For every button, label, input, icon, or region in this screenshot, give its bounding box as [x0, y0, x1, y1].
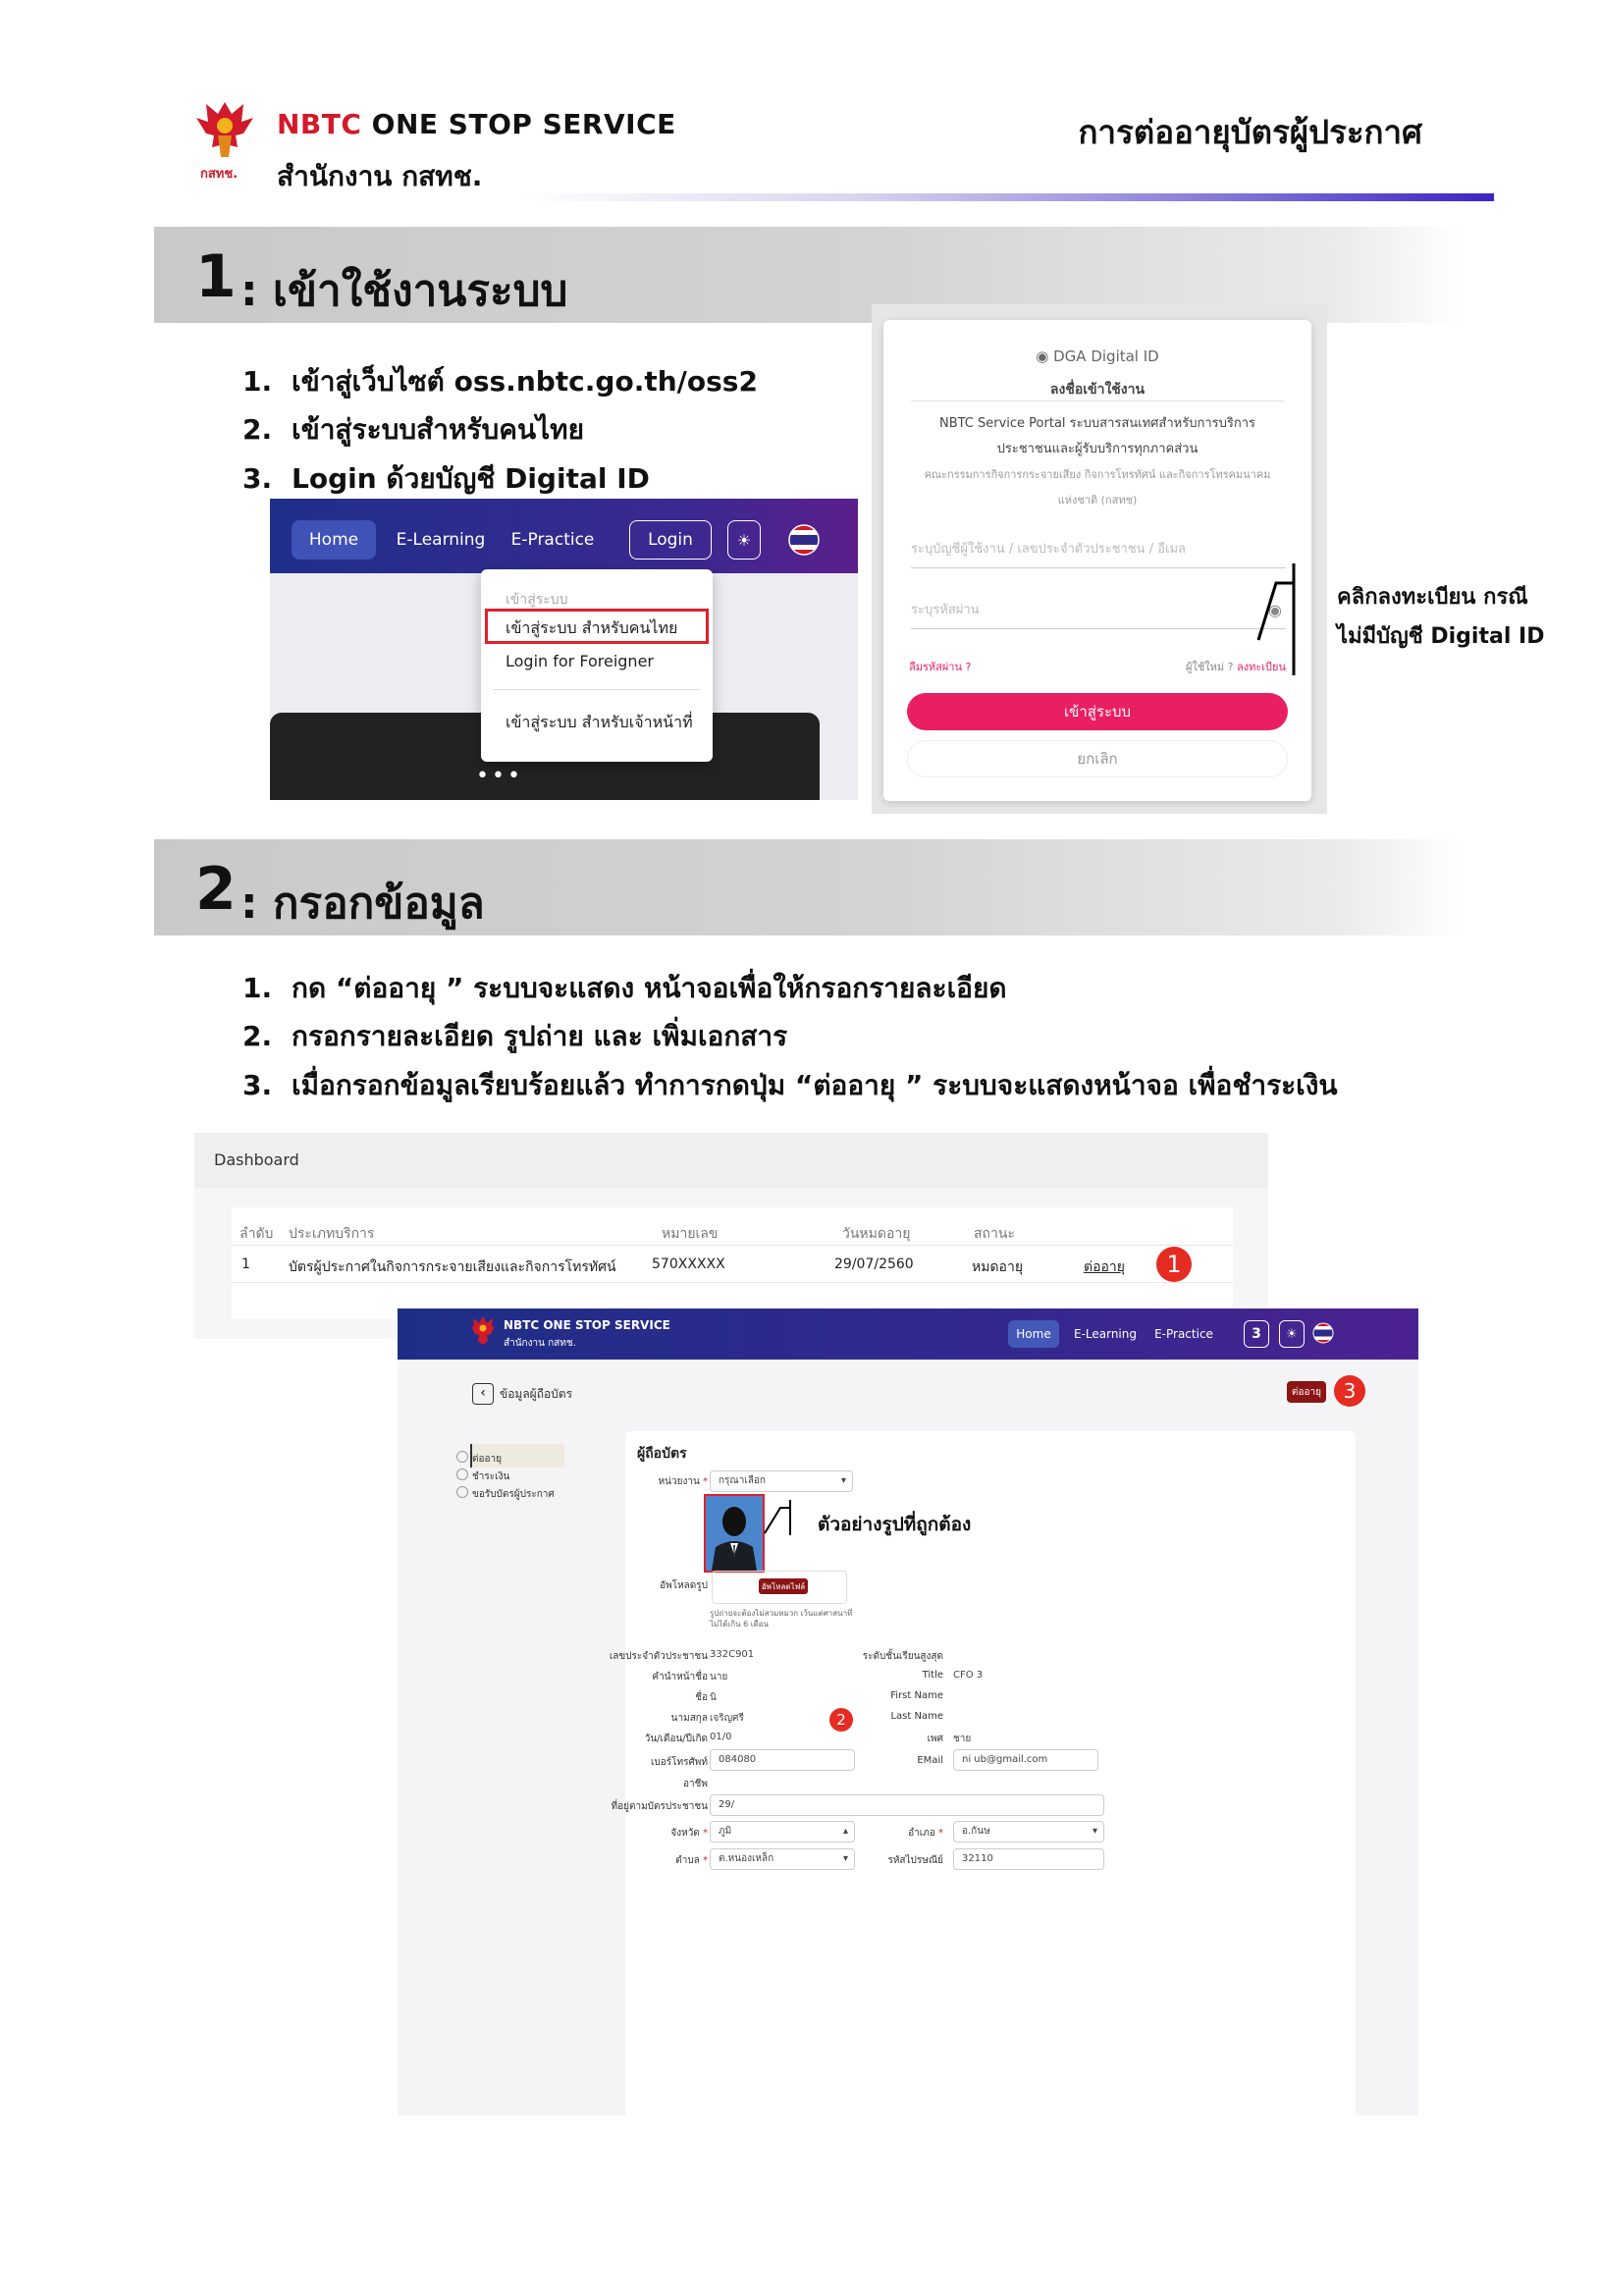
photo-annotation: ตัวอย่างรูปที่ถูกต้อง	[818, 1514, 972, 1535]
table-row-divider	[232, 1282, 1233, 1283]
chevron-up-icon: ▴	[842, 1826, 848, 1837]
office-name: สำนักงาน กสทช.	[277, 160, 483, 192]
login-screenshot	[872, 304, 1327, 814]
thai-flag-icon[interactable]	[788, 524, 820, 556]
field-label-first-name-en: First Name	[890, 1690, 943, 1701]
login-cancel-button[interactable]: ยกเลิก	[907, 740, 1288, 777]
field-label-phone: เบอร์โทรศัพท์	[650, 1757, 708, 1768]
dropdown-item-thai[interactable]: เข้าสู่ระบบ สำหรับคนไทย	[506, 618, 678, 637]
section-1-title: : เข้าใช้งานระบบ	[240, 266, 568, 316]
username-input[interactable]: ระบุบัญชีผู้ใช้งาน / เลขประจำตัวประชาชน / อีเมล	[911, 538, 1286, 568]
form-screenshot	[398, 1308, 1418, 2115]
section-1-number: 1	[195, 242, 237, 311]
login-heading: ลงชื่อเข้าใช้งาน	[1049, 382, 1146, 398]
header-gradient-line	[520, 193, 1494, 201]
step-number: 2.	[242, 1020, 273, 1052]
dashboard-title: Dashboard	[214, 1150, 299, 1169]
login-desc-3: คณะกรรมการกิจการกระจายเสียง กิจการโทรทัศน์ และกิจการโทรคมนาคม	[924, 468, 1271, 481]
field-label-gender: เพศ	[927, 1734, 943, 1744]
brand-title	[277, 108, 676, 140]
field-label-prefix: คำนำหน้าชื่อ	[652, 1672, 708, 1682]
step-text: กรอกรายละเอียด รูปถ่าย และ เพิ่มเอกสาร	[292, 1020, 788, 1052]
upload-label: อัพโหลดรูป	[660, 1580, 708, 1591]
section-1-step-3	[242, 457, 650, 501]
form-nav-epractice[interactable]: E-Practice	[1154, 1327, 1213, 1341]
field-value-firstname: นิ	[710, 1692, 717, 1703]
register-pointer-line	[1247, 561, 1306, 679]
field-label-firstname: ชื่อ	[695, 1692, 708, 1703]
field-label-last-name-en: Last Name	[890, 1711, 943, 1722]
row-number: 570XXXXX	[652, 1256, 725, 1272]
form-renew-button[interactable]: ต่ออายุ	[1287, 1381, 1326, 1403]
step-number: 3.	[242, 1069, 273, 1101]
field-value-title: CFO 3	[953, 1670, 984, 1681]
field-label-title: Title	[922, 1670, 943, 1681]
dga-logo-icon: ◉	[1036, 347, 1054, 365]
upload-hint: รูปถ่ายจะต้องไม่สวมหมวก เว้นแต่ศาสนาที่ไม่ได้เกิน 6 เดือน	[710, 1609, 853, 1629]
field-label-birthdate: วัน/เดือน/ปีเกิด	[644, 1734, 708, 1744]
field-label-postcode: รหัสไปรษณีย์	[887, 1855, 943, 1866]
login-submit-button[interactable]: เข้าสู่ระบบ	[907, 693, 1288, 730]
table-divider	[232, 1245, 1233, 1246]
sidebar-item-payment[interactable]: ชำระเงิน	[472, 1471, 510, 1482]
step-text: Login ด้วยบัญชี Digital ID	[292, 462, 650, 495]
col-header-index: ลำดับ	[240, 1226, 274, 1242]
register-annotation-line-1: คลิกลงทะเบียน กรณี	[1337, 585, 1528, 610]
address-input[interactable]: 29/	[710, 1794, 1104, 1816]
sidebar-check-icon-1	[456, 1451, 468, 1463]
nav-home[interactable]: Home	[292, 520, 376, 560]
sidebar-item-receive-card[interactable]: ขอรับบัตรผู้ประกาศ	[472, 1489, 555, 1500]
col-header-expiry: วันหมดอายุ	[842, 1226, 911, 1242]
col-header-status: สถานะ	[974, 1226, 1015, 1242]
photo-pointer-line	[761, 1498, 796, 1537]
row-service: บัตรผู้ประกาศในกิจการกระจายเสียงและกิจการโทรทัศน์	[289, 1259, 616, 1275]
dropdown-item-foreigner[interactable]: Login for Foreigner	[506, 652, 654, 670]
step-number: 2.	[242, 413, 273, 446]
field-label-id: เลขประจำตัวประชาชน	[609, 1651, 708, 1662]
nav-login-button[interactable]: Login	[629, 520, 712, 560]
section-2-step-2	[242, 1015, 787, 1058]
person-silhouette-icon	[706, 1496, 763, 1571]
brand-rest: ONE STOP SERVICE	[361, 108, 676, 140]
document-title: การต่ออายุบัตรผู้ประกาศ	[1078, 113, 1422, 151]
step-badge-3: 3	[1334, 1375, 1365, 1407]
field-label-subdistrict: ตำบล *	[675, 1855, 708, 1866]
subdistrict-select[interactable]: ต.หนองเหล็ก ▾	[710, 1848, 855, 1870]
step-number: 1.	[242, 365, 273, 398]
field-label-occupation: อาชีพ	[683, 1779, 708, 1789]
field-value-lastname: เจริญศรี	[710, 1713, 744, 1724]
section-2-title: : กรอกข้อมูล	[240, 879, 485, 929]
field-label-education: ระดับชั้นเรียนสูงสุด	[862, 1651, 943, 1662]
field-label-district: อำเภอ *	[908, 1828, 943, 1839]
nav-epractice[interactable]: E-Practice	[510, 530, 595, 550]
sidebar-item-renew[interactable]: ต่ออายุ	[472, 1454, 502, 1465]
dropdown-header: เข้าสู่ระบบ	[506, 592, 568, 608]
field-value-prefix: นาย	[710, 1672, 728, 1682]
login-desc-4: แห่งชาติ (กสทช)	[1057, 494, 1138, 507]
panel-title: ผู้ถือบัตร	[637, 1446, 687, 1462]
section-1-step-1	[242, 360, 758, 403]
step-text: เข้าสู่เว็บไซต์ oss.nbtc.go.th/oss2	[292, 365, 758, 398]
postcode-input[interactable]: 32110	[953, 1848, 1104, 1870]
form-office: สำนักงาน กสทช.	[504, 1338, 576, 1349]
section-1-step-2	[242, 408, 584, 452]
password-input[interactable]	[911, 599, 1286, 629]
step-text: เข้าสู่ระบบสำหรับคนไทย	[292, 413, 585, 446]
field-label-province: จังหวัด *	[670, 1828, 708, 1839]
form-nav-home[interactable]: Home	[1008, 1320, 1059, 1348]
step-badge-1: 1	[1156, 1247, 1192, 1282]
dga-provider: ◉ DGA Digital ID	[1036, 347, 1159, 365]
field-value-id: 332C901	[710, 1649, 755, 1660]
agency-select[interactable]: กรุณาเลือก ▾	[710, 1470, 853, 1492]
nav-screenshot	[270, 499, 858, 800]
form-page-title: ข้อมูลผู้ถือบัตร	[500, 1387, 573, 1401]
upload-button[interactable]: อัพโหลดไฟล์	[759, 1578, 808, 1594]
agency-label: หน่วยงาน *	[658, 1476, 708, 1487]
row-index: 1	[241, 1256, 250, 1272]
row-expiry: 29/07/2560	[834, 1256, 914, 1272]
brand-nbtc: NBTC	[277, 108, 362, 140]
form-navbar	[398, 1308, 1418, 1360]
col-header-service: ประเภทบริการ	[289, 1226, 375, 1242]
form-garuda-logo	[470, 1314, 496, 1352]
dashboard-header	[194, 1133, 1268, 1188]
field-value-gender: ชาย	[953, 1734, 972, 1744]
dashboard-table	[232, 1207, 1233, 1319]
step-number: 1.	[242, 972, 273, 1004]
eye-icon[interactable]: ◉	[1268, 601, 1282, 619]
logo-caption: กสทช.	[200, 167, 239, 182]
login-card	[883, 320, 1311, 801]
section-2-step-1	[242, 967, 1007, 1010]
register-link[interactable]: ลงทะเบียน	[1237, 661, 1286, 673]
navbar	[270, 499, 858, 573]
step-number: 3.	[242, 462, 273, 495]
sidebar-check-icon-2	[456, 1468, 468, 1480]
step-text: เมื่อกรอกข้อมูลเรียบร้อยแล้ว ทำการกดปุ่ม “ต่ออายุ ” ระบบจะแสดงหน้าจอ เพื่อชำระเงิน	[292, 1069, 1338, 1101]
chevron-down-icon: ▾	[1092, 1826, 1097, 1837]
section-2-step-3	[242, 1064, 1338, 1107]
field-label-address: ที่อยู่ตามบัตรประชาชน	[611, 1801, 708, 1812]
heading-divider	[911, 400, 1284, 401]
col-header-number: หมายเลข	[662, 1226, 719, 1242]
form-nav-elearning[interactable]: E-Learning	[1073, 1327, 1137, 1341]
nav-elearning[interactable]: E-Learning	[396, 530, 486, 550]
holder-panel	[609, 1431, 1356, 2115]
row-status: หมดอายุ	[972, 1259, 1024, 1275]
login-desc-2: ประชาชนและผู้รับบริการทุกภาคส่วน	[996, 442, 1199, 456]
province-select[interactable]: ภูมิ ▴	[710, 1821, 855, 1842]
password-placeholder: ระบุรหัสผ่าน	[911, 603, 980, 617]
sample-photo	[704, 1494, 765, 1573]
forgot-password-link[interactable]: ลืมรหัสผ่าน ?	[909, 661, 972, 673]
section-2-bar	[154, 839, 1463, 935]
new-user-text: ผู้ใช้ใหม่ ?	[1186, 661, 1234, 673]
field-value-birthdate: 01/0	[710, 1732, 732, 1742]
theme-toggle-icon[interactable]: ☀	[727, 520, 761, 560]
back-arrow-icon[interactable]: ‹	[472, 1383, 494, 1405]
dropdown-item-officer[interactable]: เข้าสู่ระบบ สำหรับเจ้าหน้าที่	[506, 713, 693, 731]
district-select[interactable]: อ.กันษ ▾	[953, 1821, 1104, 1842]
section-2-number: 2	[195, 855, 237, 924]
sidebar-check-icon-3	[456, 1486, 468, 1498]
card-dots-decoration: •••	[476, 764, 523, 788]
step-text: กด “ต่ออายุ ” ระบบจะแสดง หน้าจอเพื่อให้กรอกรายละเอียด	[292, 972, 1007, 1004]
login-dropdown-menu	[481, 569, 713, 762]
email-input[interactable]: ni ub@gmail.com	[953, 1749, 1098, 1771]
step-badge-2: 2	[829, 1708, 853, 1732]
form-nav-step-box: 3	[1244, 1320, 1269, 1348]
chevron-down-icon: ▾	[842, 1853, 848, 1864]
form-theme-toggle-icon[interactable]: ☀	[1279, 1320, 1305, 1348]
field-label-email: EMail	[917, 1755, 943, 1766]
register-annotation-line-2: ไม่มีบัญชี Digital ID	[1337, 624, 1545, 649]
field-label-lastname: นามสกุล	[670, 1713, 708, 1724]
dropdown-divider	[493, 689, 701, 690]
form-thai-flag-icon[interactable]	[1312, 1322, 1334, 1344]
renew-link[interactable]: ต่ออายุ	[1084, 1259, 1125, 1275]
phone-input[interactable]: 084080	[710, 1749, 855, 1771]
form-brand: NBTC ONE STOP SERVICE	[504, 1318, 670, 1332]
chevron-down-icon: ▾	[840, 1475, 846, 1486]
login-desc-1: NBTC Service Portal ระบบสารสนเทศสำหรับการบริการ	[938, 416, 1256, 431]
